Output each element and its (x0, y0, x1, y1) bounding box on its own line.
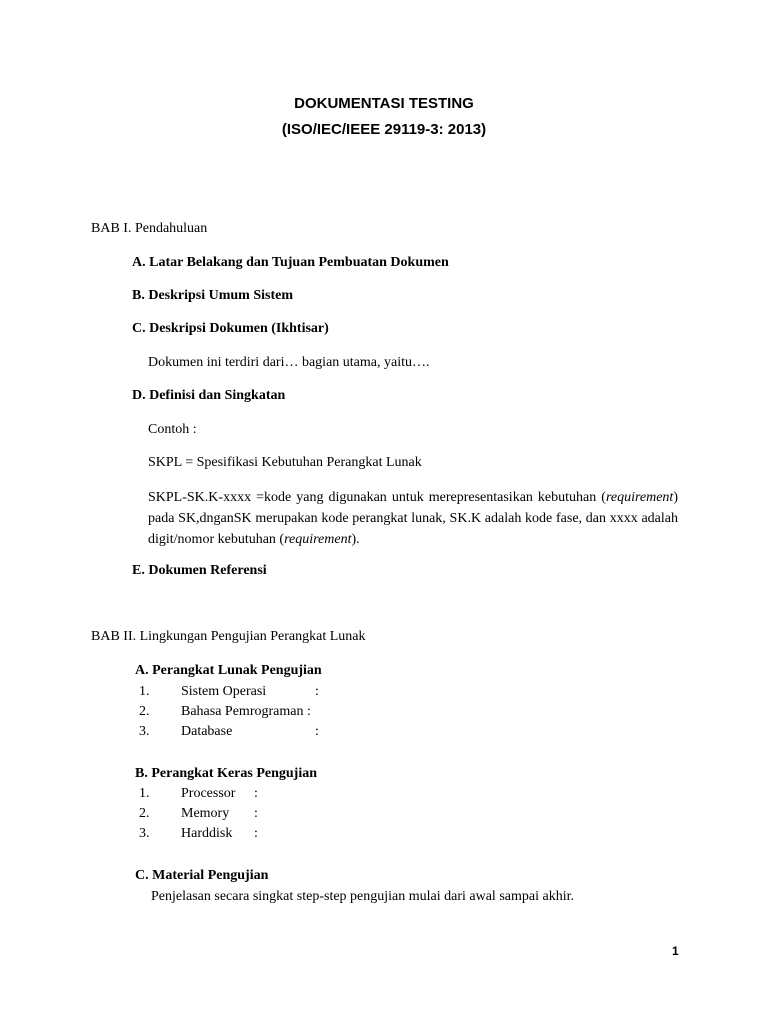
list-item-colon: : (254, 806, 258, 821)
list-item-colon: : (254, 786, 258, 801)
bab1-heading: BAB I. Pendahuluan (91, 221, 208, 236)
list-item-label: Database (181, 724, 233, 739)
bab1-section-c-text: Dokumen ini terdiri dari… bagian utama, yaitu…. (148, 355, 430, 370)
bab2-section-c: C. Material Pengujian (135, 868, 269, 883)
list-item-label: Bahasa Pemrograman : (181, 704, 311, 719)
para-emphasis-2: requirement (284, 532, 352, 547)
list-number: 2. (139, 806, 150, 821)
list-number: 3. (139, 724, 150, 739)
list-number: 1. (139, 684, 150, 699)
list-item-label: Harddisk (181, 826, 233, 841)
bab1-section-b: B. Deskripsi Umum Sistem (132, 288, 294, 303)
bab2-section-b: B. Perangkat Keras Pengujian (135, 766, 317, 781)
list-item-colon: : (254, 826, 258, 841)
document-subtitle: (ISO/IEC/IEEE 29119-3: 2013) (281, 121, 487, 138)
list-item-colon: : (315, 684, 319, 699)
list-number: 2. (139, 704, 150, 719)
para-text-3: ). (351, 532, 360, 547)
list-number: 3. (139, 826, 150, 841)
list-item-label: Sistem Operasi (181, 684, 267, 699)
bab2-section-a: A. Perangkat Lunak Pengujian (135, 663, 322, 678)
bab1-section-a: A. Latar Belakang dan Tujuan Pembuatan Dokumen (132, 255, 449, 270)
bab1-section-c: C. Deskripsi Dokumen (Ikhtisar) (132, 321, 329, 336)
para-text-1: SKPL-SK.K-xxxx =kode yang digunakan untuk merepresentasikan kebutuhan ( (148, 490, 606, 505)
para-emphasis-1: requirement (605, 490, 674, 505)
bab1-skpl-definition: SKPL = Spesifikasi Kebutuhan Perangkat Lunak (148, 455, 422, 470)
para-text-2: ) pada SK,dnganSK merupakan kode perangkat lunak, SK.K adalah kode fase, dan xxxx adalah digit/nomor kebutuhan ( (148, 490, 678, 547)
bab2-heading: BAB II. Lingkungan Pengujian Perangkat Lunak (91, 629, 366, 644)
list-item-label: Memory (181, 806, 230, 821)
bab1-skpl-paragraph (148, 487, 678, 550)
list-item-label: Processor (181, 786, 236, 801)
bab1-section-d: D. Definisi dan Singkatan (132, 388, 286, 403)
list-number: 1. (139, 786, 150, 801)
list-item-colon: : (315, 724, 319, 739)
page-number: 1 (672, 944, 679, 958)
bab2-section-c-text: Penjelasan secara singkat step-step pengujian mulai dari awal sampai akhir. (151, 889, 574, 904)
bab1-section-e: E. Dokumen Referensi (132, 563, 267, 578)
document-title: DOKUMENTASI TESTING (294, 95, 474, 112)
bab1-contoh-label: Contoh : (148, 422, 197, 437)
